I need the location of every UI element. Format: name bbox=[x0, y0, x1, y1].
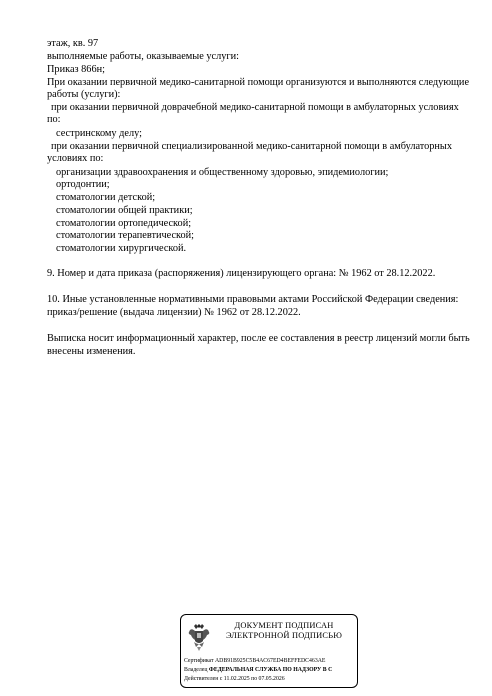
specialized-care-cont: условиях по: bbox=[47, 153, 104, 164]
pre-doctor-care: при оказании первичной доврачебной медико-санитарной помощи в амбулаторных условиях bbox=[51, 102, 459, 113]
coat-of-arms-icon bbox=[186, 620, 212, 654]
service-therapeutic-dentistry: стоматологии терапевтической; bbox=[56, 230, 195, 241]
signature-title-line1: ДОКУМЕНТ ПОДПИСАН bbox=[234, 621, 334, 630]
service-surgical-dentistry: стоматологии хирургической. bbox=[56, 243, 187, 254]
primary-care-intro-cont: работы (услуги): bbox=[47, 89, 121, 100]
service-orthopedic-dentistry: стоматологии ортопедической; bbox=[56, 218, 192, 229]
service-public-health: организации здравоохранения и общественному здоровью, эпидемиологии; bbox=[56, 167, 389, 178]
primary-care-intro: При оказании первичной медико-санитарной помощи организуются и выполняются следующие bbox=[47, 77, 470, 88]
section-10-other-info: 10. Иные установленные нормативными правовыми актами Российской Федерации сведения: bbox=[47, 294, 459, 305]
service-pediatric-dentistry: стоматологии детской; bbox=[56, 192, 156, 203]
works-services-label: выполняемые работы, оказываемые услуги: bbox=[47, 51, 239, 62]
pre-doctor-care-cont: по: bbox=[47, 114, 61, 125]
address-tail: этаж, кв. 97 bbox=[47, 38, 99, 49]
section-10-other-info-cont: приказ/решение (выдача лицензии) № 1962 от 28.12.2022. bbox=[47, 307, 301, 318]
signature-validity: Действителен с 11.02.2025 по 07.05.2026 bbox=[184, 676, 285, 682]
disclaimer: Выписка носит информационный характер, после ее составления в реестр лицензий могли быть bbox=[47, 333, 470, 344]
order-reference: Приказ 866н; bbox=[47, 64, 105, 75]
disclaimer-cont: внесены изменения. bbox=[47, 346, 136, 357]
section-9-order: 9. Номер и дата приказа (распоряжения) лицензирующего органа: № 1962 от 28.12.2022. bbox=[47, 268, 436, 279]
signature-title-line2: ЭЛЕКТРОННОЙ ПОДПИСЬЮ bbox=[225, 631, 343, 640]
service-nursing: сестринскому делу; bbox=[56, 128, 142, 139]
service-general-dentistry: стоматологии общей практики; bbox=[56, 205, 193, 216]
signature-certificate: Сертификат ADB91B925C5B4AC67ED4BEFFEDC463AE bbox=[184, 658, 326, 664]
signature-owner: Владелец ФЕДЕРАЛЬНАЯ СЛУЖБА ПО НАДЗОРУ В С bbox=[184, 667, 333, 673]
electronic-signature-stamp bbox=[180, 614, 358, 688]
specialized-care: при оказании первичной специализированной медико-санитарной помощи в амбулаторных bbox=[51, 141, 452, 152]
service-orthodontics: ортодонтии; bbox=[56, 179, 110, 190]
